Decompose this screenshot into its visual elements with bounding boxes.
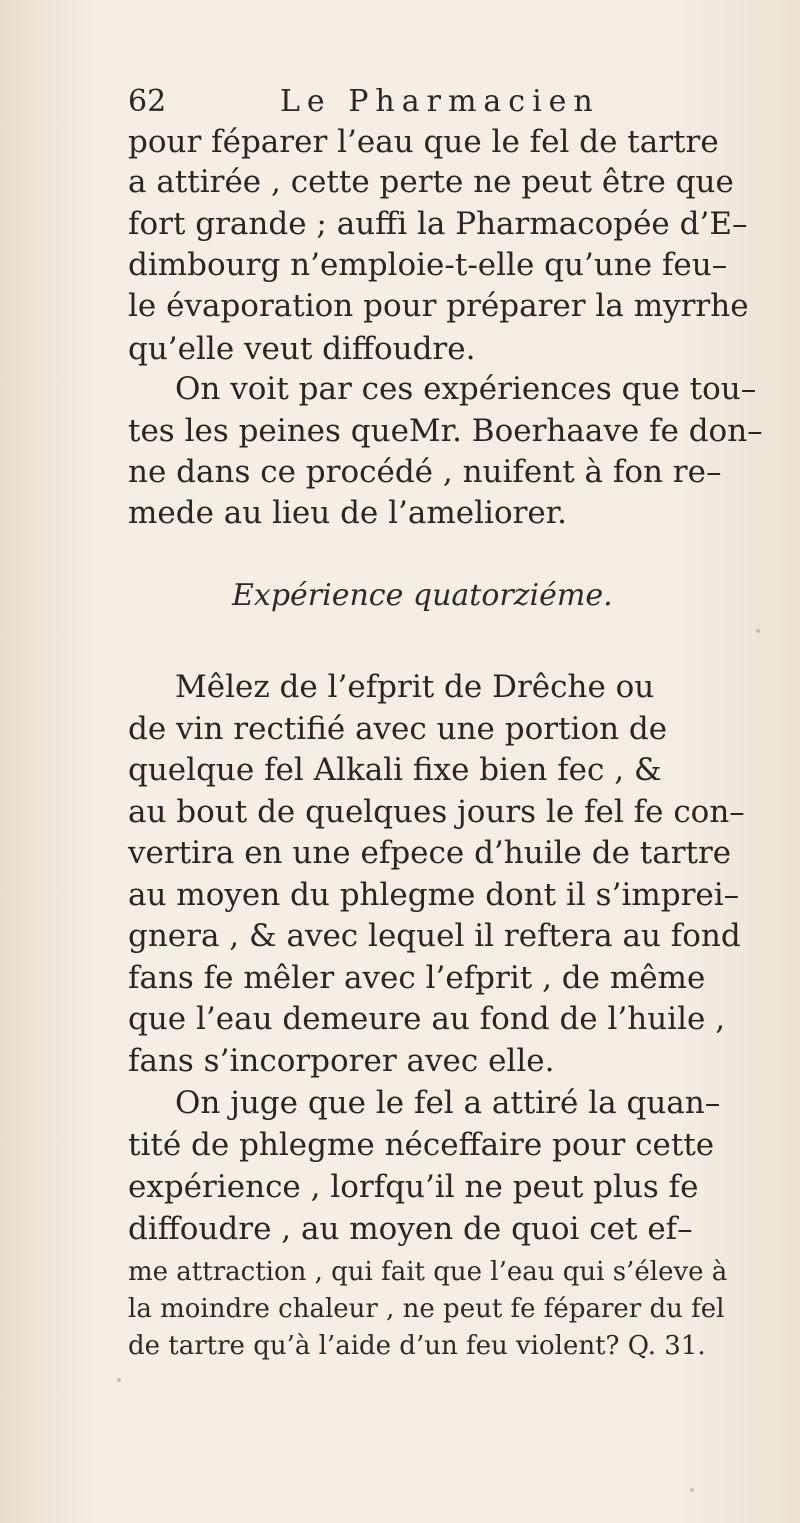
text-line: ne dans ce procédé , nuifent à fon re– (128, 454, 722, 490)
running-head: Le Pharmacien (280, 84, 600, 119)
text-line: fort grande ; auffi la Pharmacopée d’E– (128, 206, 748, 242)
page-number: 62 (128, 84, 167, 119)
note-line: me attraction , qui fait que l’eau qui s’éleve à (128, 1257, 728, 1287)
text-line: Mêlez de l’efprit de Drêche ou (175, 669, 655, 705)
text-line: quelque fel Alkali fixe bien fec , & (128, 752, 662, 788)
text-line: a attirée , cette perte ne peut être que (128, 164, 734, 200)
note-line: la moindre chaleur , ne peut fe féparer du fel (128, 1294, 725, 1324)
text-line: que l’eau demeure au fond de l’huile , (128, 1001, 726, 1037)
text-line: diffoudre , au moyen de quoi cet ef– (128, 1211, 693, 1247)
paper-speckle (756, 629, 760, 633)
text-line: tité de phlegme néceffaire pour cette (128, 1127, 715, 1163)
paper-speckle (117, 1378, 121, 1382)
text-line: de vin rectifié avec une portion de (128, 711, 668, 747)
text-line: dimbourg n’emploie-t-elle qu’une feu– (128, 247, 728, 283)
text-line: tes les peines queMr. Boerhaave fe don– (128, 413, 763, 449)
text-line: On juge que le fel a attiré la quan– (175, 1085, 721, 1121)
text-line: expérience , lorfqu’il ne peut plus fe (128, 1169, 699, 1205)
text-line: fans s’incorporer avec elle. (128, 1043, 555, 1079)
text-line: fans fe mêler avec l’efprit , de même (128, 960, 706, 996)
text-line: qu’elle veut diffoudre. (128, 331, 476, 367)
text-line: au moyen du phlegme dont il s’imprei– (128, 877, 740, 913)
text-line: le évaporation pour préparer la myrrhe (128, 288, 749, 324)
text-line: vertira en une efpece d’huile de tartre (128, 835, 732, 871)
note-line: de tartre qu’à l’aide d’un feu violent? Q. 31. (128, 1331, 706, 1361)
paper-speckle (690, 1488, 694, 1492)
section-heading: Expérience quatorziéme. (232, 578, 613, 613)
text-line: pour féparer l’eau que le fel de tartre (128, 124, 719, 160)
text-line: On voit par ces expériences que tou– (175, 371, 757, 407)
text-line: mede au lieu de l’ameliorer. (128, 495, 568, 531)
text-line: gnera , & avec lequel il reftera au fond (128, 918, 741, 954)
text-line: au bout de quelques jours le fel fe con– (128, 794, 745, 830)
